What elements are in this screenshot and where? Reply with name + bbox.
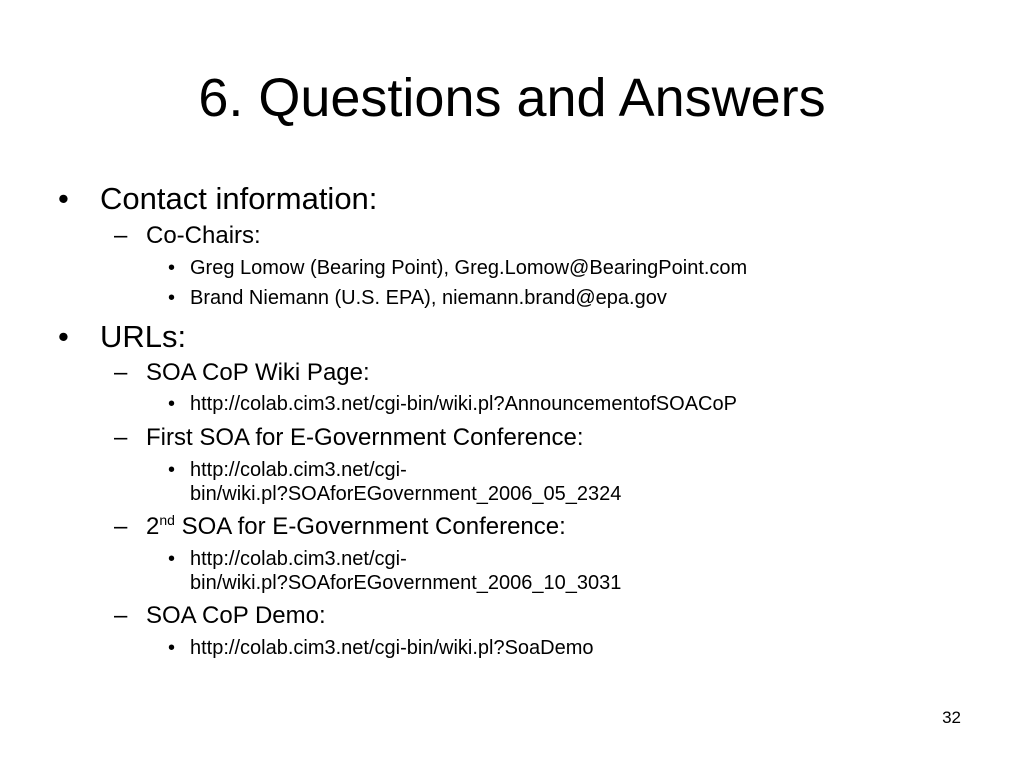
second-conf-sup: nd [159, 512, 175, 528]
second-conf-rest: SOA for E-Government Conference: [174, 513, 566, 540]
level2-bullet: – [114, 513, 128, 540]
second-conf-url-line1[interactable]: http://colab.cim3.net/cgi- [190, 548, 407, 570]
level3-bullet: • [168, 287, 176, 309]
cochair-2: Brand Niemann (U.S. EPA), niemann.brand@epa.gov [190, 287, 667, 309]
demo-url[interactable]: http://colab.cim3.net/cgi-bin/wiki.pl?SoaDemo [190, 637, 594, 659]
level3-bullet: • [168, 548, 176, 570]
level3-bullet: • [168, 393, 176, 415]
level2-bullet: – [114, 424, 128, 451]
first-conf-url-line1[interactable]: http://colab.cim3.net/cgi- [190, 459, 407, 481]
level3-bullet: • [168, 637, 176, 659]
second-conf-url-line2[interactable]: bin/wiki.pl?SOAforEGovernment_2006_10_3031 [190, 572, 622, 594]
level3-bullet: • [168, 459, 176, 481]
first-conf-heading: First SOA for E-Government Conference: [146, 424, 584, 451]
level2-bullet: – [114, 222, 128, 249]
level1-bullet: • [58, 181, 69, 216]
second-conf-heading [146, 513, 566, 541]
page-number: 32 [942, 708, 961, 727]
level3-bullet: • [168, 257, 176, 279]
slide-title: 6. Questions and Answers [198, 68, 826, 128]
second-conf-prefix: 2 [146, 513, 160, 540]
cochairs-heading: Co-Chairs: [146, 222, 261, 249]
first-conf-url-line2[interactable]: bin/wiki.pl?SOAforEGovernment_2006_05_2324 [190, 483, 622, 505]
demo-heading: SOA CoP Demo: [146, 602, 326, 629]
cochair-1: Greg Lomow (Bearing Point), Greg.Lomow@BearingPoint.com [190, 257, 748, 279]
wiki-heading: SOA CoP Wiki Page: [146, 359, 370, 386]
level2-bullet: – [114, 602, 128, 629]
level2-bullet: – [114, 359, 128, 386]
wiki-url[interactable]: http://colab.cim3.net/cgi-bin/wiki.pl?AnnouncementofSOACoP [190, 393, 737, 415]
level1-bullet: • [58, 319, 69, 354]
urls-heading: URLs: [100, 319, 187, 354]
contact-heading: Contact information: [100, 181, 378, 216]
